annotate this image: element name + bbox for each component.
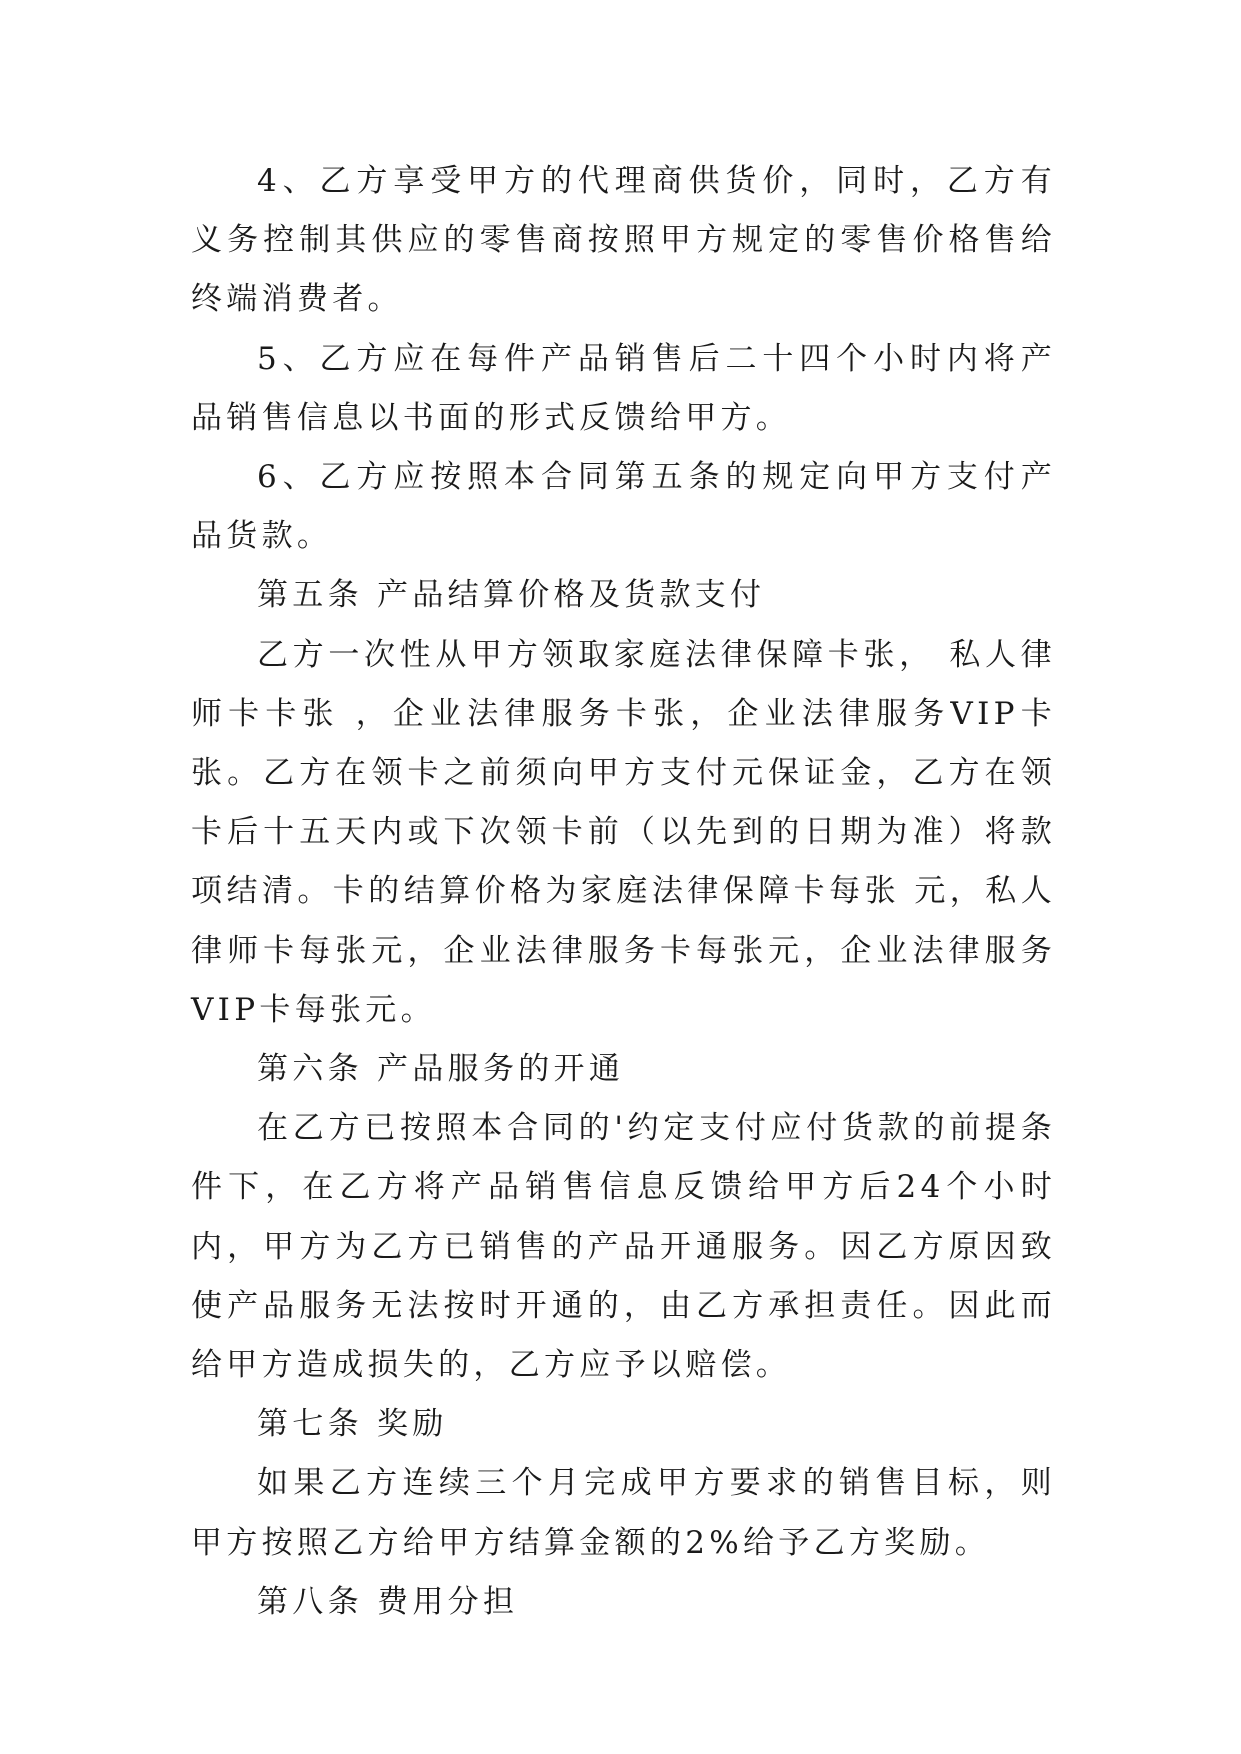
clause-6-paragraph: 6、乙方应按照本合同第五条的规定向甲方支付产品货款。 <box>191 459 1056 555</box>
article-7-body: 如果乙方连续三个月完成甲方要求的销售目标，则甲方按照乙方给甲方结算金额的2%给予乙方奖励。 <box>191 1465 1056 1561</box>
article-6-heading: 第六条 产品服务的开通 <box>257 1051 625 1088</box>
clause-4-paragraph: 4、乙方享受甲方的代理商供货价，同时，乙方有义务控制其供应的零售商按照甲方规定的零售价格售给终端消费者。 <box>191 163 1056 318</box>
article-5-heading: 第五条 产品结算价格及货款支付 <box>257 577 766 614</box>
article-5-body: 乙方一次性从甲方领取家庭法律保障卡张， 私人律师卡卡张 ，企业法律服务卡张，企业法律服务VIP卡张。乙方在领卡之前须向甲方支付元保证金，乙方在领卡后十五天内或下次领卡前（以先到的日期为准）将款项结清。卡的结算价格为家庭法律保障卡每张 元，私人律师卡每张元，企业法律服务卡每张元，企业法律服务VIP卡每张元。 <box>191 636 1056 1028</box>
clause-5-paragraph: 5、乙方应在每件产品销售后二十四个小时内将产品销售信息以书面的形式反馈给甲方。 <box>191 340 1056 436</box>
article-6-body: 在乙方已按照本合同的'约定支付应付货款的前提条件下，在乙方将产品销售信息反馈给甲方后24个小时内，甲方为乙方已销售的产品开通服务。因乙方原因致使产品服务无法按时开通的，由乙方承担责任。因此而给甲方造成损失的，乙方应予以赔偿。 <box>191 1110 1056 1384</box>
article-7-heading: 第七条 奖励 <box>257 1406 448 1443</box>
document-body <box>191 152 1056 1632</box>
article-8-heading: 第八条 费用分担 <box>257 1583 519 1620</box>
